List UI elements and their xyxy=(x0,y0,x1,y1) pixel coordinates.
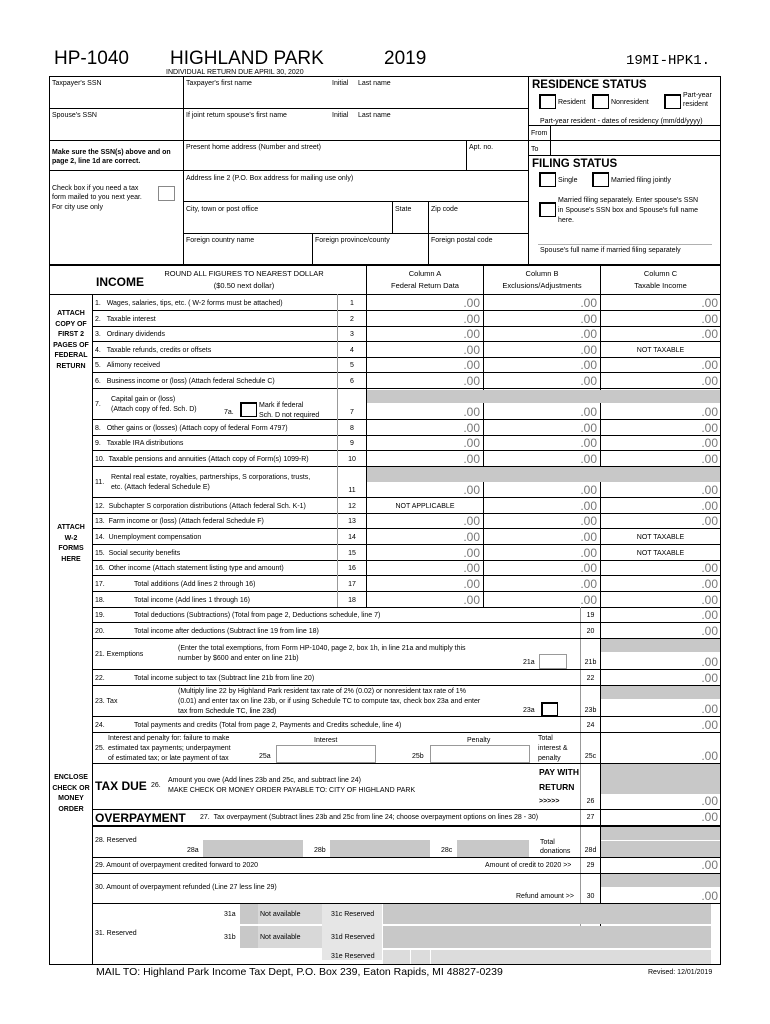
foreign-postal-field[interactable]: Foreign postal code xyxy=(431,237,493,244)
line21b-label: 21b xyxy=(584,659,597,666)
ssn-notice-line1: Make sure the SSN(s) above and on xyxy=(52,149,171,156)
home-address-field[interactable]: Present home address (Number and street) xyxy=(186,144,322,151)
taxpayer-ssn-field[interactable]: Taxpayer's SSN xyxy=(52,80,102,87)
rownum-6: 6 xyxy=(350,378,354,385)
rownum-12: 12 xyxy=(348,503,356,510)
line8-label: 8. Other gains or (losses) (Attach copy of federal Form 4797) xyxy=(95,425,288,432)
line25-number: 25. xyxy=(95,745,105,752)
line28c-label: 28c xyxy=(441,847,453,854)
line8-colb-cents[interactable]: .00 xyxy=(580,421,597,435)
line25b-label: 25b xyxy=(412,753,424,760)
total-ip3: penalty xyxy=(538,755,561,762)
line31-label: 31. Reserved xyxy=(95,930,137,937)
total-ip2: interest & xyxy=(538,745,568,752)
line1-colc-cents[interactable]: .00 xyxy=(701,296,718,310)
penalty-header: Penalty xyxy=(467,737,491,744)
line23-desc2: (0.01) and enter tax on line 23b, or if using Schedule TC to compute tax, check box 23a and enter xyxy=(178,698,481,705)
pay-arrow: >>>>> xyxy=(539,798,560,805)
spouse-first-name-field[interactable]: If joint return spouse's first name xyxy=(186,112,287,119)
line7-label1: Capital gain or (loss) xyxy=(111,396,176,403)
line31c-field xyxy=(383,904,711,924)
line24-number: 24. xyxy=(95,722,105,729)
apt-number-field[interactable]: Apt. no. xyxy=(469,144,494,151)
enclose-payment-note: ENCLOSE CHECK OR MONEY ORDER xyxy=(52,774,90,813)
line5-label: 5. Alimony received xyxy=(95,362,160,369)
line15-not-taxable: NOT TAXABLE xyxy=(636,550,685,557)
residency-from-field[interactable]: From xyxy=(531,130,548,137)
line31a-label: 31a xyxy=(224,911,236,918)
line5-colb-cents[interactable]: .00 xyxy=(580,358,597,372)
rownum-7: 7 xyxy=(350,409,354,416)
line30-amount-cents[interactable]: .00 xyxy=(701,889,718,903)
line3-label: 3. Ordinary dividends xyxy=(95,331,166,338)
zip-field[interactable]: Zip code xyxy=(431,206,458,213)
line18-label: Total income (Add lines 1 through 16) xyxy=(134,597,250,604)
line31e-label: 31e Reserved xyxy=(331,953,375,960)
line28c-field xyxy=(457,840,529,857)
line19-label: Total deductions (Subtractions) (Total from page 2, Deductions schedule, line 7) xyxy=(134,612,381,619)
overpayment-title: OVERPAYMENT xyxy=(95,811,186,825)
single-checkbox[interactable] xyxy=(539,172,556,187)
line21-amount-cents[interactable]: .00 xyxy=(701,655,718,669)
line25-desc2: estimated tax payments; underpayment xyxy=(108,745,231,752)
line4-label: 4. Taxable refunds, credits or offsets xyxy=(95,347,212,354)
rownum-4: 4 xyxy=(350,347,354,354)
line15-colb-cents[interactable]: .00 xyxy=(580,546,597,560)
line9-cola-cents[interactable]: .00 xyxy=(463,436,480,450)
line1-cola-cents[interactable]: .00 xyxy=(463,296,480,310)
line11-colc-cents[interactable]: .00 xyxy=(701,483,718,497)
col-c-header1: Column C xyxy=(643,269,678,278)
line11-label2: etc. (Attach federal Schedule E) xyxy=(111,484,210,491)
line23-amount-cents[interactable]: .00 xyxy=(701,702,718,716)
total-donations2: donations xyxy=(540,848,571,855)
income-title: INCOME xyxy=(96,275,144,289)
col-b-header1: Column B xyxy=(525,269,559,278)
rownum-9: 9 xyxy=(350,440,354,447)
line5-colc-cents[interactable]: .00 xyxy=(701,358,718,372)
line23a-checkbox[interactable] xyxy=(541,702,558,716)
line14-cola-cents[interactable]: .00 xyxy=(463,530,480,544)
line21-label: 21. Exemptions xyxy=(95,651,144,658)
line31d-label: 31d Reserved xyxy=(331,934,375,941)
rownum-1: 1 xyxy=(350,300,354,307)
line11-label1: Rental real estate, royalties, partnerships, S corporations, trusts, xyxy=(111,474,311,481)
separate-label2: in Spouse's SSN box and Spouse's full name xyxy=(558,207,699,214)
form-number: HP-1040 xyxy=(54,48,129,69)
line19-amount-cents[interactable]: .00 xyxy=(701,608,718,622)
line26-desc1: Amount you owe (Add lines 23b and 25c, and subtract line 24) xyxy=(168,777,362,784)
ssn-notice-line2: page 2, line 1d are correct. xyxy=(52,158,141,165)
single-label: Single xyxy=(558,177,578,184)
line13-colb-cents[interactable]: .00 xyxy=(580,514,597,528)
line25c-label: 25c xyxy=(584,753,597,760)
line7a-mark1: Mark if federal xyxy=(259,402,304,409)
foreign-country-field[interactable]: Foreign country name xyxy=(186,237,255,244)
line24-num: 24 xyxy=(586,722,595,729)
nonresident-label: Nonresident xyxy=(611,99,649,106)
rownum-2: 2 xyxy=(350,316,354,323)
line17-label: Total additions (Add lines 2 through 16) xyxy=(134,581,256,588)
partyear-label2: resident xyxy=(683,101,708,108)
tax-year: 2019 xyxy=(384,48,427,69)
line28d-label: 28d xyxy=(584,847,597,854)
line30-num: 30 xyxy=(586,893,595,900)
line23b-label: 23b xyxy=(584,707,597,714)
line21a-label: 21a xyxy=(523,659,535,666)
line8-cola-cents[interactable]: .00 xyxy=(463,421,480,435)
residency-dates-label: Part-year resident - dates of residency (mm/dd/yyyy) xyxy=(540,118,703,125)
foreign-province-field[interactable]: Foreign province/county xyxy=(315,237,390,244)
line29-label: 29. Amount of overpayment credited forward to 2020 xyxy=(95,862,259,869)
line26-desc2: MAKE CHECK OR MONEY ORDER PAYABLE TO: CITY OF HIGHLAND PARK xyxy=(168,787,416,794)
line2-colc-cents[interactable]: .00 xyxy=(701,312,718,326)
line7a-label: 7a. xyxy=(224,409,234,416)
line31c-label: 31c Reserved xyxy=(331,911,375,918)
line6-cola-cents[interactable]: .00 xyxy=(463,374,480,388)
interest-header: Interest xyxy=(314,737,338,744)
rownum-16: 16 xyxy=(348,565,356,572)
line22-amount-cents[interactable]: .00 xyxy=(701,671,718,685)
spouse-full-name-field[interactable]: Spouse's full name if married filing separately xyxy=(540,247,681,254)
line25a-field[interactable] xyxy=(276,745,376,763)
rownum-18: 18 xyxy=(348,597,356,604)
joint-checkbox[interactable] xyxy=(592,172,609,187)
line16-cola-cents[interactable]: .00 xyxy=(463,561,480,575)
line10-colc-cents[interactable]: .00 xyxy=(701,452,718,466)
line18-cola-cents[interactable]: .00 xyxy=(463,593,480,607)
line9-colc-cents[interactable]: .00 xyxy=(701,436,718,450)
line17-number: 17. xyxy=(95,581,105,588)
rownum-17: 17 xyxy=(348,581,356,588)
line12-label: 12. Subchapter S corporation distributions (Attach federal Sch. K-1) xyxy=(95,503,306,510)
line12-not-applicable: NOT APPLICABLE xyxy=(395,503,455,510)
line21-desc1: (Enter the total exemptions, from Form HP-1040, page 2, box 1h, in line 21a and multiply this xyxy=(178,645,466,652)
line11-colb-cents[interactable]: .00 xyxy=(580,483,597,497)
line7-colc-cents[interactable]: .00 xyxy=(701,405,718,419)
line4-not-taxable: NOT TAXABLE xyxy=(636,347,685,354)
line28-label: 28. Reserved xyxy=(95,837,137,844)
line10-label: 10. Taxable pensions and annuities (Attach copy of Form(s) 1099-R) xyxy=(95,456,309,463)
attach-w2-note: ATTACH W-2 FORMS HERE xyxy=(57,524,85,563)
revised-date: Revised: 12/01/2019 xyxy=(648,969,713,976)
line1-label: 1. Wages, salaries, tips, etc. ( W-2 forms must be attached) xyxy=(95,300,283,307)
line20-num: 20 xyxy=(586,628,595,635)
line19-num: 19 xyxy=(586,612,595,619)
line8-colc-cents[interactable]: .00 xyxy=(701,421,718,435)
line9-label: 9. Taxable IRA distributions xyxy=(95,440,184,447)
line28b-field xyxy=(330,840,430,857)
line15-cola-cents[interactable]: .00 xyxy=(463,546,480,560)
line4-cola-cents[interactable]: .00 xyxy=(463,343,480,357)
mail-to-address: MAIL TO: Highland Park Income Tax Dept, P.O. Box 239, Eaton Rapids, MI 48827-0239 xyxy=(96,966,503,978)
separate-label3: here. xyxy=(558,217,574,224)
line31b-label: 31b xyxy=(224,934,236,941)
line3-cola-cents[interactable]: .00 xyxy=(463,327,480,341)
rownum-14: 14 xyxy=(348,534,356,541)
line20-label: Total income after deductions (Subtract line 19 from line 18) xyxy=(134,628,319,635)
line25-desc1: Interest and penalty for: failure to make xyxy=(108,735,230,742)
taxpayer-initial-label: Initial xyxy=(332,80,349,87)
filing-status-title: FILING STATUS xyxy=(532,158,618,170)
line7a-mark2: Sch. D not required xyxy=(259,412,320,419)
line11-number: 11. xyxy=(95,479,105,486)
line26-num: 26 xyxy=(586,798,595,805)
col-c-header2: Taxable Income xyxy=(634,281,687,290)
line12-colb-cents[interactable]: .00 xyxy=(580,499,597,513)
line24-label: Total payments and credits (Total from page 2, Payments and Credits schedule, line 4) xyxy=(134,722,402,729)
resident-checkbox[interactable] xyxy=(539,94,556,109)
line23-desc3: tax from Schedule TC, line 23d) xyxy=(178,708,277,715)
line7-colb-cents[interactable]: .00 xyxy=(580,405,597,419)
line13-colc-cents[interactable]: .00 xyxy=(701,514,718,528)
line2-label: 2. Taxable interest xyxy=(95,316,156,323)
attach-federal-note: ATTACH COPY OF FIRST 2 PAGES OF FEDERAL RETURN xyxy=(53,310,89,370)
line6-label: 6. Business income or (loss) (Attach federal Schedule C) xyxy=(95,378,275,385)
line23-label: 23. Tax xyxy=(95,698,118,705)
line7-cola-cents[interactable]: .00 xyxy=(463,405,480,419)
separate-label1: Married filing separately. Enter spouse's SSN xyxy=(558,197,699,204)
line24-amount-cents[interactable]: .00 xyxy=(701,718,718,732)
line22-number: 22. xyxy=(95,675,105,682)
line1-colb-cents[interactable]: .00 xyxy=(580,296,597,310)
joint-label: Married filing jointly xyxy=(611,177,671,184)
separate-checkbox[interactable] xyxy=(539,202,556,217)
line14-label: 14. Unemployment compensation xyxy=(95,534,202,541)
line2-colb-cents[interactable]: .00 xyxy=(580,312,597,326)
line30-right: Refund amount >> xyxy=(516,893,574,900)
pay-with-2: RETURN xyxy=(539,782,575,792)
line10-colb-cents[interactable]: .00 xyxy=(580,452,597,466)
line23a-label: 23a xyxy=(523,707,535,714)
col-a-header1: Column A xyxy=(408,269,442,278)
line29-num: 29 xyxy=(586,862,595,869)
line16-colb-cents[interactable]: .00 xyxy=(580,561,597,575)
line6-colc-cents[interactable]: .00 xyxy=(701,374,718,388)
pay-with-1: PAY WITH xyxy=(539,767,579,777)
round-note1: ROUND ALL FIGURES TO NEAREST DOLLAR xyxy=(164,269,324,278)
line20-amount-cents[interactable]: .00 xyxy=(701,624,718,638)
line17-colc-cents[interactable]: .00 xyxy=(701,577,718,591)
total-donations1: Total xyxy=(540,839,555,846)
line23-desc1: (Multiply line 22 by Highland Park resident tax rate of 2% (0.02) or nonresident tax rate of 1% xyxy=(178,688,466,695)
line17-colb-cents[interactable]: .00 xyxy=(580,577,597,591)
line10-cola-cents[interactable]: .00 xyxy=(463,452,480,466)
line22-num: 22 xyxy=(586,675,595,682)
line28d-field xyxy=(601,841,720,857)
col-a-header2: Federal Return Data xyxy=(391,281,459,290)
line31b-text: Not available xyxy=(260,934,301,941)
partyear-label1: Part-year xyxy=(683,92,712,99)
line13-cola-cents[interactable]: .00 xyxy=(463,514,480,528)
rownum-5: 5 xyxy=(350,362,354,369)
line15-label: 15. Social security benefits xyxy=(95,550,181,557)
line30-label: 30. Amount of overpayment refunded (Line 27 less line 29) xyxy=(95,884,277,891)
address-line2-field[interactable]: Address line 2 (P.O. Box address for mailing use only) xyxy=(186,175,354,182)
line7a-checkbox[interactable] xyxy=(240,402,257,417)
line31e-field xyxy=(383,950,711,964)
line27-amount-cents[interactable]: .00 xyxy=(701,810,718,824)
mail-form-check-line1: Check box if you need a tax xyxy=(52,185,139,192)
residency-to-field[interactable]: To xyxy=(531,146,539,153)
line9-colb-cents[interactable]: .00 xyxy=(580,436,597,450)
line21-desc2: number by $600 and enter on line 21b) xyxy=(178,655,299,662)
line29-right: Amount of credit to 2020 >> xyxy=(485,862,572,869)
state-field[interactable]: State xyxy=(395,206,412,213)
residence-status-title: RESIDENCE STATUS xyxy=(532,79,647,91)
mail-form-checkbox[interactable] xyxy=(158,186,175,201)
taxpayer-first-name-field[interactable]: Taxpayer's first name xyxy=(186,80,252,87)
partyear-checkbox[interactable] xyxy=(664,94,681,109)
line28a-label: 28a xyxy=(187,847,199,854)
rownum-15: 15 xyxy=(348,550,356,557)
line20-number: 20. xyxy=(95,628,105,635)
line14-colb-cents[interactable]: .00 xyxy=(580,530,597,544)
line17-cola-cents[interactable]: .00 xyxy=(463,577,480,591)
line7-number: 7. xyxy=(95,401,101,408)
line29-amount-cents[interactable]: .00 xyxy=(701,858,718,872)
total-ip1: Total xyxy=(538,735,553,742)
form-code: 19MI-HPK1. xyxy=(626,53,711,69)
due-date: INDIVIDUAL RETURN DUE APRIL 30, 2020 xyxy=(166,69,304,76)
line22-label: Total income subject to tax (Subtract line 21b from line 20) xyxy=(134,675,315,682)
taxpayer-last-name-field[interactable]: Last name xyxy=(358,80,391,87)
line7-label2: (Attach copy of fed. Sch. D) xyxy=(111,406,197,413)
line27-num: 27 xyxy=(586,814,595,821)
city-field[interactable]: City, town or post office xyxy=(186,206,259,213)
line18-colb-cents[interactable]: .00 xyxy=(580,593,597,607)
rownum-10: 10 xyxy=(348,456,356,463)
line21a-box[interactable] xyxy=(539,654,567,669)
line25a-label: 25a xyxy=(259,753,271,760)
spouse-last-name-field[interactable]: Last name xyxy=(358,112,391,119)
city-use-label: For city use only xyxy=(52,204,103,211)
line31a-text: Not available xyxy=(260,911,301,918)
line26-number: 26. xyxy=(151,782,161,789)
line4-colb-cents[interactable]: .00 xyxy=(580,343,597,357)
line27-label: 27. Tax overpayment (Subtract lines 23b and 25c from line 24; choose overpayment options on lines 28 - 30) xyxy=(200,814,539,821)
line11-cola-cents[interactable]: .00 xyxy=(463,483,480,497)
line28a-field xyxy=(203,840,303,857)
line18-colc-cents[interactable]: .00 xyxy=(701,593,718,607)
rownum-3: 3 xyxy=(350,331,354,338)
nonresident-checkbox[interactable] xyxy=(592,94,609,109)
line13-label: 13. Farm income or (loss) (Attach federal Schedule F) xyxy=(95,518,264,525)
line25-desc3: of estimated tax; or late payment of tax xyxy=(108,755,229,762)
line12-colc-cents[interactable]: .00 xyxy=(701,499,718,513)
rownum-11: 11 xyxy=(348,487,356,494)
line25-amount-cents[interactable]: .00 xyxy=(701,749,718,763)
line2-cola-cents[interactable]: .00 xyxy=(463,312,480,326)
line28b-label: 28b xyxy=(314,847,326,854)
spouse-ssn-field[interactable]: Spouse's SSN xyxy=(52,112,97,119)
line26-amount-cents[interactable]: .00 xyxy=(701,794,718,808)
line18-number: 18. xyxy=(95,597,105,604)
line3-colb-cents[interactable]: .00 xyxy=(580,327,597,341)
line5-cola-cents[interactable]: .00 xyxy=(463,358,480,372)
line31d-field xyxy=(383,926,711,948)
line19-number: 19. xyxy=(95,612,105,619)
rownum-13: 13 xyxy=(348,518,356,525)
line3-colc-cents[interactable]: .00 xyxy=(701,327,718,341)
spouse-initial-label: Initial xyxy=(332,112,349,119)
col-b-header2: Exclusions/Adjustments xyxy=(502,281,582,290)
line16-colc-cents[interactable]: .00 xyxy=(701,561,718,575)
line14-not-taxable: NOT TAXABLE xyxy=(636,534,685,541)
rownum-8: 8 xyxy=(350,425,354,432)
mail-form-check-line2: form mailed to you next year. xyxy=(52,194,142,201)
line25b-field[interactable] xyxy=(430,745,530,763)
line16-label: 16. Other income (Attach statement listing type and amount) xyxy=(95,565,284,572)
line6-colb-cents[interactable]: .00 xyxy=(580,374,597,388)
city-title: HIGHLAND PARK xyxy=(170,48,324,69)
tax-due-title: TAX DUE xyxy=(95,779,147,793)
resident-label: Resident xyxy=(558,99,586,106)
round-note2: ($0.50 next dollar) xyxy=(213,281,275,290)
